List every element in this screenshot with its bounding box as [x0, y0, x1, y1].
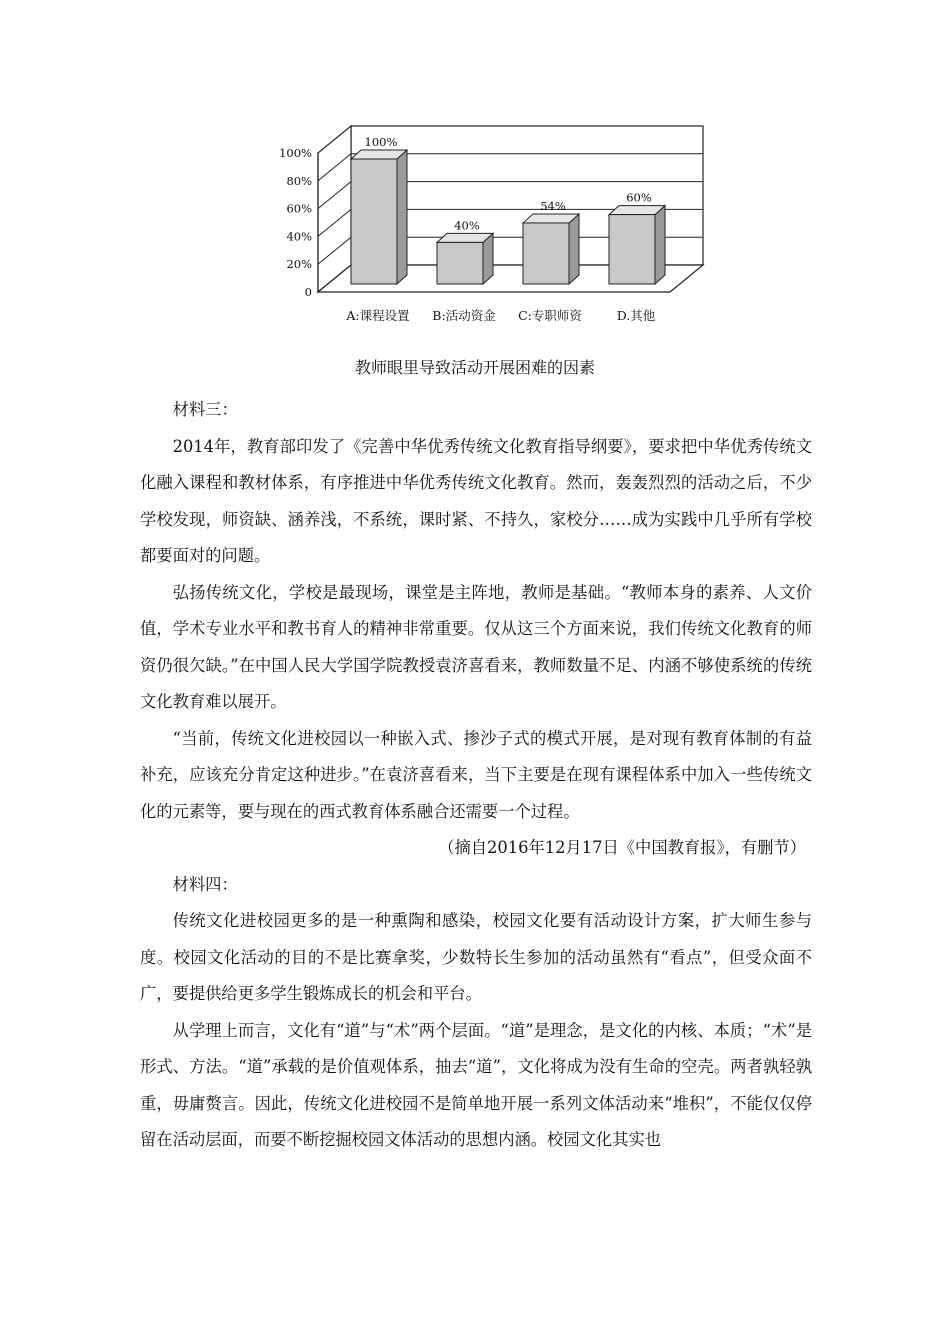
source-citation: （摘自2016年12月17日《中国教育报》，有删节） [438, 838, 806, 857]
bar [351, 159, 397, 284]
section-heading-4: 材料四： [172, 874, 238, 894]
x-tick-label: A:课程设置 [346, 308, 410, 323]
article-body [140, 392, 812, 1159]
y-tick-label: 80% [286, 173, 312, 188]
y-tick-label: 100% [279, 146, 312, 160]
y-tick-label: 40% [286, 229, 312, 244]
paragraph: 传统文化进校园更多的是一种熏陶和感染，校园文化要有活动设计方案，扩大师生参与度。校园文化活动的目的不是比赛拿奖，少数特长生参加的活动虽然有“看点”，但受众面不广，要提供给更多学生锻炼成长的机会和平台。 [140, 911, 812, 1003]
paragraph: 弘扬传统文化，学校是最现场，课堂是主阵地，教师是基础。“教师本身的素养、人文价值，学术专业水平和教书育人的精神非常重要。仅从这三个方面来说，我们传统文化教育的师资仍很欠缺。”在中国人民大学国学院教授袁济喜看来，教师数量不足、内涵不够使系统的传统文化教育难以展开。 [140, 582, 812, 711]
bar-top [523, 214, 579, 223]
paragraph: 从学理上而言，文化有“道”与“术”两个层面。“道”是理念，是文化的内核、本质；“术”是形式、方法。“道”承载的是价值观体系，抽去“道”，文化将成为没有生命的空壳。两者孰轻孰重，毋庸赘言。因此，传统文化进校园不是简单地开展一系列文体活动来“堆积”，不能仅仅停留在活动层面，而要不断挖掘校园文体活动的思想内涵。校园文化其实也 [140, 1020, 812, 1149]
x-tick-label: D.其他 [616, 308, 656, 323]
y-tick-label: 0 [304, 285, 312, 299]
data-label: 54% [540, 198, 566, 213]
bar-top [437, 233, 493, 242]
bar-chart [270, 115, 720, 330]
bar-top [609, 206, 665, 215]
data-label: 40% [454, 218, 480, 233]
bar-side [569, 214, 579, 284]
x-tick-label: C:专职师资 [518, 308, 582, 323]
bar [609, 215, 655, 284]
paragraph: “当前，传统文化进校园以一种嵌入式、掺沙子式的模式开展，是对现有教育体制的有益补充，应该充分肯定这种进步。”在袁济喜看来，当下主要是在现有课程体系中加入一些传统文化的元素等，要与现在的西式教育体系融合还需要一个过程。 [140, 728, 812, 821]
y-tick-label: 20% [286, 257, 312, 272]
bar-side [655, 206, 665, 284]
data-label: 60% [626, 190, 652, 205]
paragraph: 2014年，教育部印发了《完善中华优秀传统文化教育指导纲要》，要求把中华优秀传统文化融入课程和教材体系，有序推进中华优秀传统文化教育。然而，轰轰烈烈的活动之后，不少学校发现，师资缺、涵养浅，不系统，课时紧、不持久，家校分……成为实践中几乎所有学校都要面对的问题。 [140, 436, 812, 565]
chart-caption: 教师眼里导致活动开展困难的因素 [354, 358, 595, 377]
bar [523, 223, 569, 284]
bar-side [397, 150, 407, 284]
x-tick-label: B:活动资金 [432, 308, 496, 323]
bar [437, 242, 483, 284]
data-label: 100% [364, 135, 398, 149]
y-tick-label: 60% [286, 201, 312, 216]
section-heading-3: 材料三： [172, 400, 238, 419]
bar-top [351, 150, 407, 159]
chart-left-wall [318, 126, 351, 292]
